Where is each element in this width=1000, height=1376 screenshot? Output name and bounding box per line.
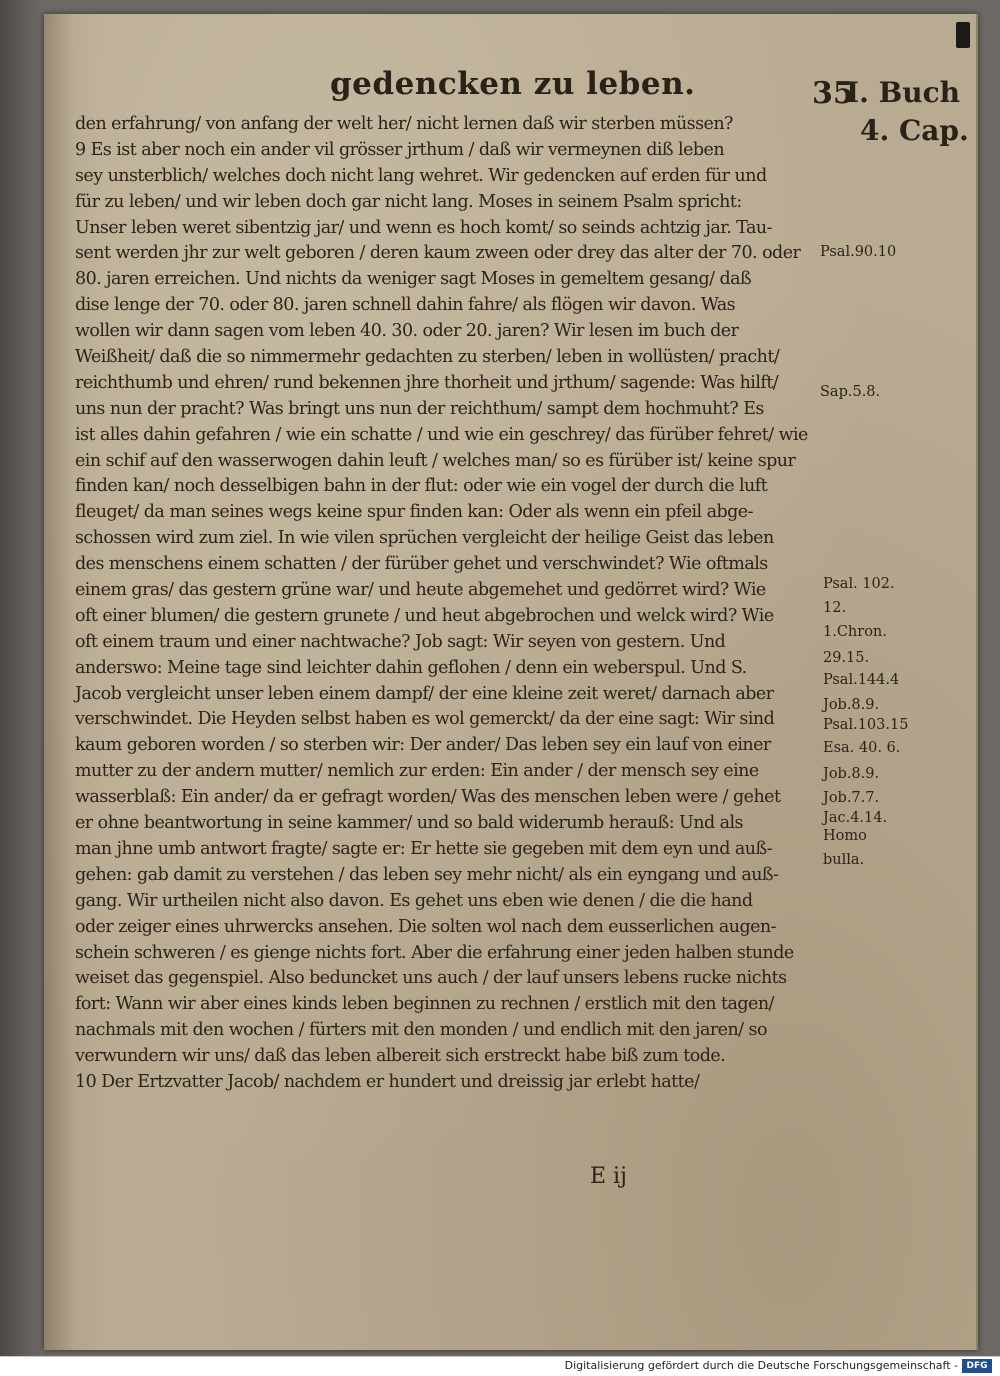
text-line: des menschens einem schatten / der fürüber gehet und verschwindet? Wie oftmals	[75, 554, 768, 575]
margin-note: Psal.103.15	[823, 717, 909, 733]
text-line: oft einer blumen/ die gestern grunete / und heut abgebrochen und welck wird? Wie	[75, 605, 774, 626]
margin-note: Job.8.9.	[823, 697, 880, 713]
margin-note: Sap.5.8.	[820, 384, 881, 400]
text-line: mutter zu der andern mutter/ nemlich zur erden: Ein ander / der mensch sey eine	[75, 761, 759, 782]
text-line: ist alles dahin gefahren / wie ein schatte / und wie ein geschrey/ das fürüber fehret/ wie	[75, 424, 808, 445]
running-head: gedencken zu leben.	[330, 66, 696, 102]
text-line: fort: Wann wir aber eines kinds leben beginnen zu rechnen / erstlich mit den tagen/	[75, 994, 774, 1015]
text-line: er ohne beantwortung in seine kammer/ und so bald widerumb herauß: Und als	[75, 813, 743, 834]
dfg-logo: DFG	[962, 1359, 992, 1373]
text-line: oft einem traum und einer nachtwache? Job sagt: Wir seyen von gestern. Und	[75, 631, 726, 652]
text-line: schein schweren / es gienge nichts fort. Aber die erfahrung einer jeden halben stunde	[75, 942, 794, 963]
text-line: den erfahrung/ von anfang der welt her/ nicht lernen daß wir sterben müssen?	[75, 114, 733, 134]
text-line: Jacob vergleicht unser leben einem dampf/ der eine kleine zeit weret/ darnach aber	[75, 683, 774, 704]
text-line: sent werden jhr zur welt geboren / deren kaum zween oder drey das alter der 70. oder	[75, 243, 801, 264]
text-line: anderswo: Meine tage sind leichter dahin geflohen / denn ein weberspul. Und S.	[75, 657, 747, 678]
margin-note: Homo	[823, 828, 867, 844]
text-line: gang. Wir urtheilen nicht also davon. Es gehet uns eben wie denen / die die hand	[75, 890, 753, 911]
text-line: 80. jaren erreichen. Und nichts da weniger sagt Moses in gemeltem gesang/ daß	[75, 269, 752, 290]
text-line: man jhne umb antwort fragte/ sagte er: Er hette sie gegeben mit dem eyn und auß-	[75, 838, 772, 859]
text-line: Weißheit/ daß die so nimmermehr gedachten zu sterben/ leben in wollüsten/ pracht/	[75, 347, 780, 368]
text-line: ein schif auf den wasserwogen dahin leuft / welches man/ so es fürüber ist/ keine spur	[75, 450, 796, 471]
text-line: gehen: gab damit zu verstehen / das leben sey mehr nicht/ als ein eyngang und auß-	[75, 864, 779, 885]
margin-note: Psal.144.4	[823, 672, 900, 688]
text-line: finden kan/ noch desselbigen bahn in der flut: oder wie ein vogel der durch die luft	[75, 476, 768, 497]
text-line: verschwindet. Die Heyden selbst haben es wol gemerckt/ da der eine sagt: Wir sind	[75, 709, 775, 730]
margin-note: Jac.4.14.	[823, 810, 888, 826]
book-reference: I. Buch	[846, 76, 961, 109]
footer-bar	[0, 1356, 1000, 1376]
text-line: sey unsterblich/ welches doch nicht lang wehret. Wir gedencken auf erden für und	[75, 165, 767, 186]
text-line: reichthumb und ehren/ rund bekennen jhre thorheit und jrthum/ sagende: Was hilft/	[75, 372, 779, 393]
text-line: 10 Der Ertzvatter Jacob/ nachdem er hundert und dreissig jar erlebt hatte/	[75, 1071, 700, 1092]
body-text	[75, 112, 850, 1096]
text-line: uns nun der pracht? Was bringt uns nun der reichthum/ sampt dem hochmuht? Es	[75, 398, 764, 419]
margin-note: Esa. 40. 6.	[823, 740, 901, 756]
text-line: einem gras/ das gestern grüne war/ und heute abgemehet und gedörret wird? Wie	[75, 580, 766, 601]
margin-note: Psal.90.10	[820, 244, 897, 260]
text-line: kaum geboren worden / so sterben wir: Der ander/ Das leben sey ein lauf von einer	[75, 735, 771, 756]
page-number: 35	[812, 76, 854, 111]
text-line: Unser leben weret sibentzig jar/ und wenn es hoch komt/ so seinds achtzig jar. Tau-	[75, 217, 772, 238]
corner-clip-icon	[956, 22, 970, 48]
funding-credit: Digitalisierung gefördert durch die Deutsche Forschungsgemeinschaft -	[564, 1359, 958, 1372]
margin-note: Job.7.7.	[823, 790, 880, 806]
margin-note: 1.Chron.	[823, 624, 887, 640]
text-line: wollen wir dann sagen vom leben 40. 30. oder 20. jaren? Wir lesen im buch der	[75, 321, 739, 342]
text-line: dise lenge der 70. oder 80. jaren schnell dahin fahre/ als flögen wir davon. Was	[75, 295, 736, 316]
margin-note: Job.8.9.	[823, 766, 880, 782]
margin-note: 29.15.	[823, 650, 870, 666]
text-line: fleuget/ da man seines wegs keine spur finden kan: Oder als wenn ein pfeil abge-	[75, 502, 753, 523]
margin-note: 12.	[823, 600, 847, 616]
text-line: schossen wird zum ziel. In wie vilen sprüchen vergleicht der heilige Geist das leben	[75, 528, 774, 549]
text-line: für zu leben/ und wir leben doch gar nicht lang. Moses in seinem Psalm spricht:	[75, 191, 742, 212]
text-line: 9 Es ist aber noch ein ander vil grösser jrthum / daß wir vermeynen diß leben	[75, 139, 725, 160]
text-line: weiset das gegenspiel. Also beduncket uns auch / der lauf unsers lebens rucke nichts	[75, 968, 787, 989]
text-line: nachmals mit den wochen / fürters mit den monden / und endlich mit den jaren/ so	[75, 1020, 767, 1041]
text-line: oder zeiger eines uhrwercks ansehen. Die solten wol nach dem eusserlichen augen-	[75, 916, 777, 937]
text-line: wasserblaß: Ein ander/ da er gefragt worden/ Was des menschen leben were / gehet	[75, 787, 781, 808]
margin-note: Psal. 102.	[823, 576, 895, 592]
signature-mark: E ij	[590, 1164, 627, 1189]
text-line: verwundern wir uns/ daß das leben albereit sich erstreckt habe biß zum tode.	[75, 1046, 726, 1067]
margin-note: bulla.	[823, 852, 865, 868]
chapter-reference: 4. Cap.	[860, 114, 969, 147]
